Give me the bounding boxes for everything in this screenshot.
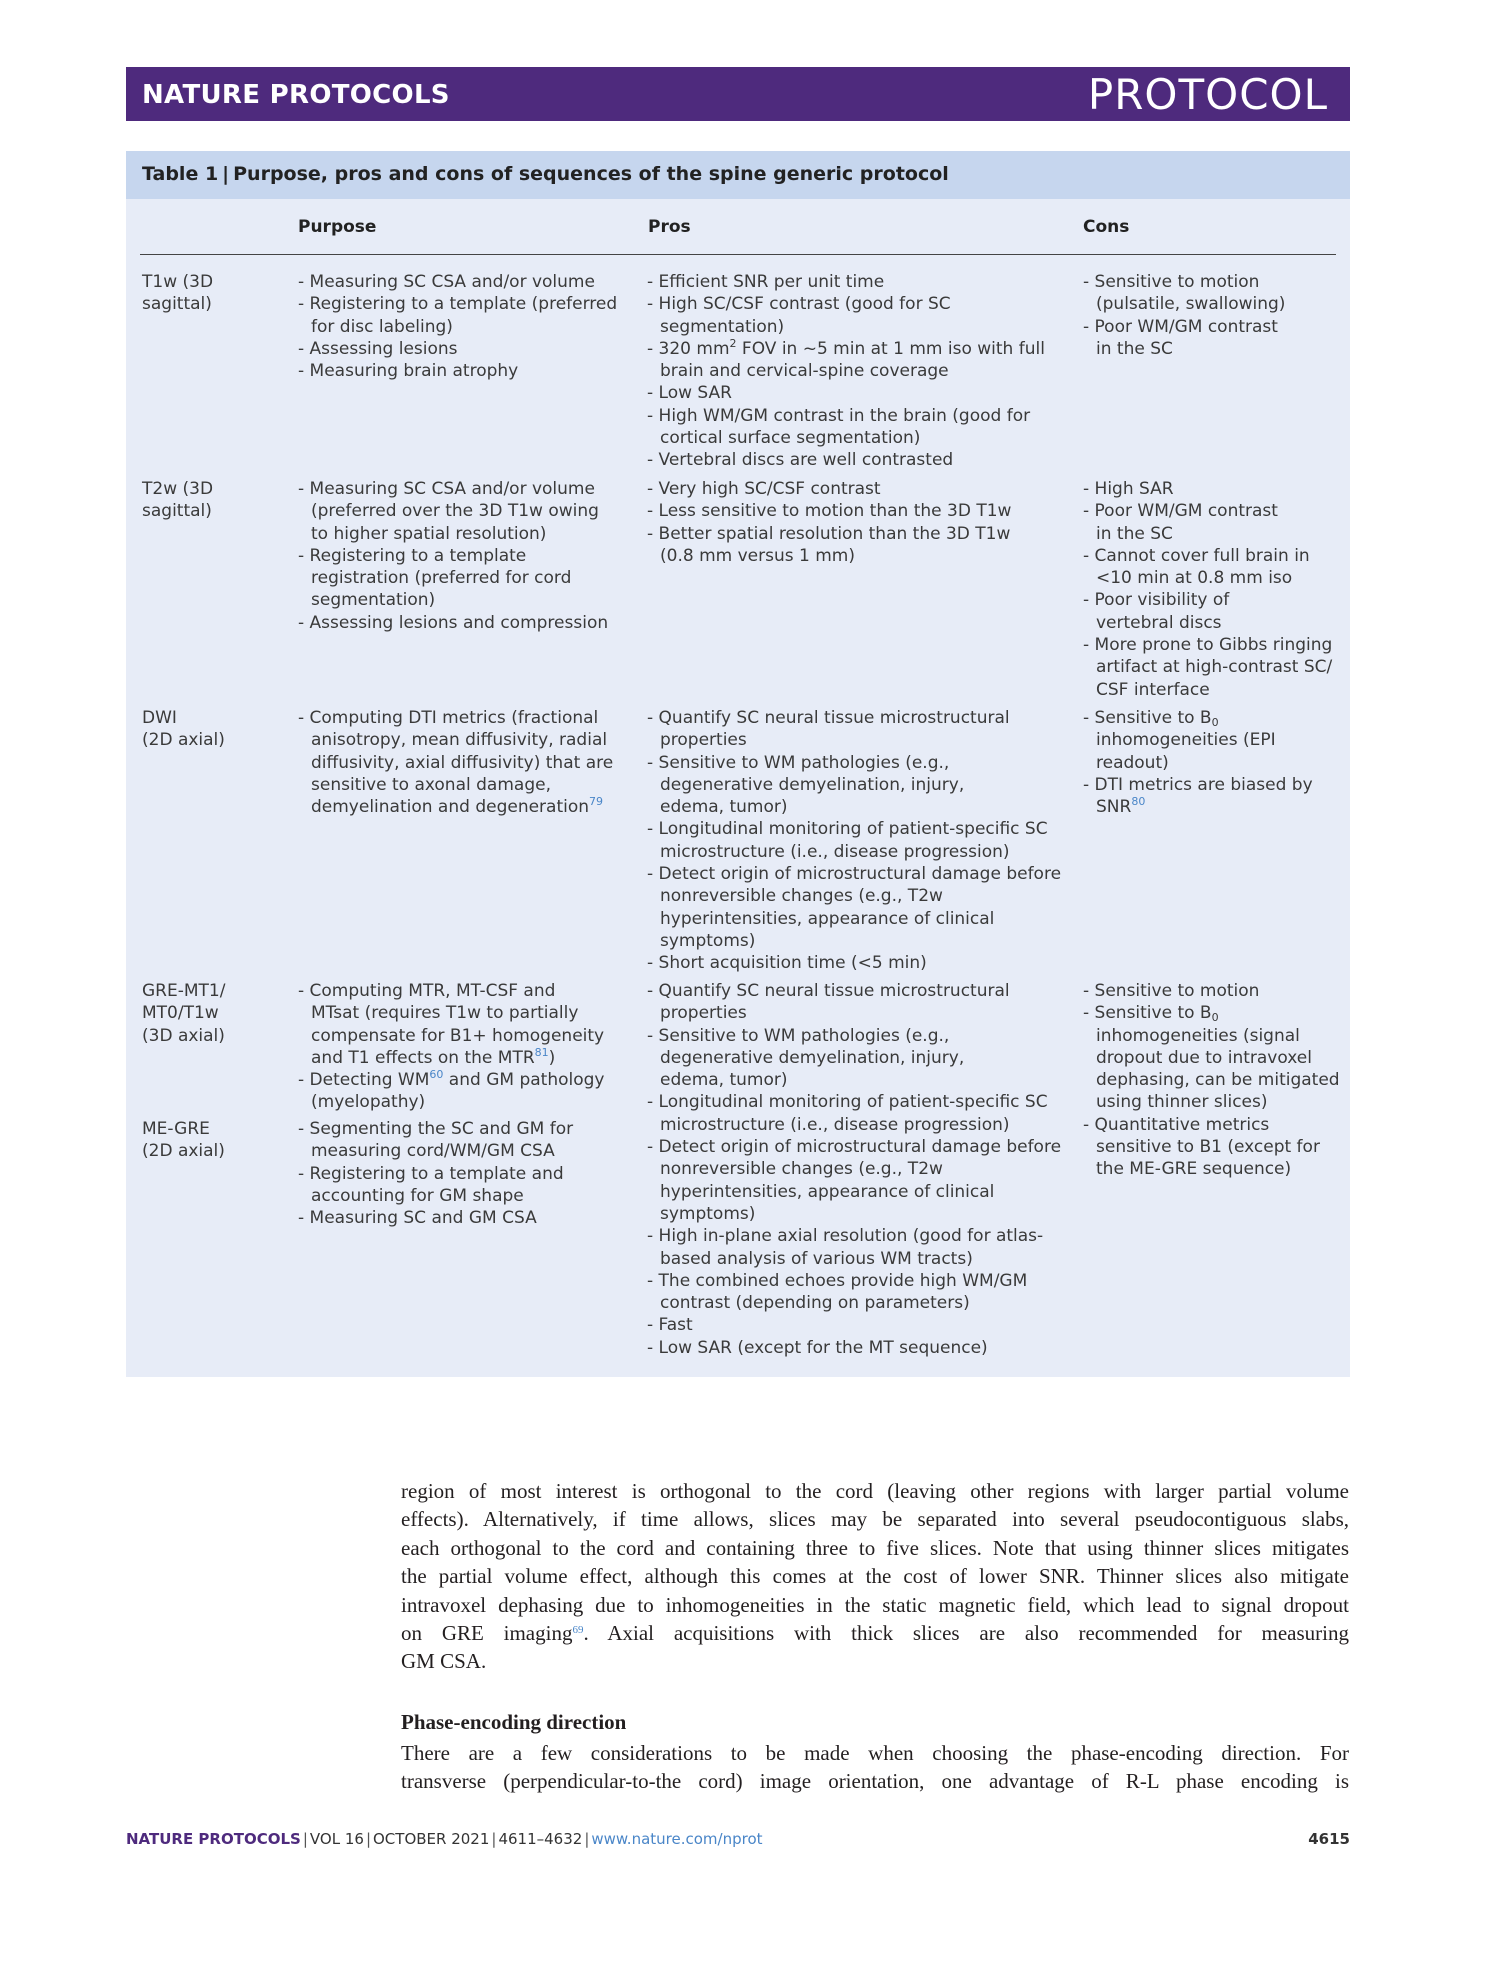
page-number: 4615 <box>1308 1830 1350 1848</box>
footer-date: OCTOBER 2021 <box>373 1830 490 1848</box>
table-label: Table 1 <box>142 163 219 185</box>
reference-79[interactable]: 79 <box>589 795 604 809</box>
table-title: Purpose, pros and cons of sequences of the spine generic protocol <box>233 163 949 185</box>
row-t1w-purpose: - Measuring SC CSA and/or volume - Registering to a template (preferred for disc labeling) - Assessing lesions - Measuring brain atrophy <box>298 272 618 382</box>
row-t1w-sequence: T1w (3D sagittal) <box>142 272 214 315</box>
row-me-gre-sequence: ME-GRE (2D axial) <box>142 1119 225 1162</box>
row-t1w-cons: - Sensitive to motion (pulsatile, swallowing) - Poor WM/GM contrast in the SC <box>1083 272 1286 359</box>
row-dwi-purpose: - Computing DTI metrics (fractional anisotropy, mean diffusivity, radial diffusivity, axial diffusivity) that are sensitive to axonal damage, demyelination and degeneration$^{79}$ <box>298 708 614 818</box>
row-gre-mt-cons: - Sensitive to motion - Sensitive to $B_0$ inhomogeneities (signal dropout due to intravoxel dephasing, can be mitigated using thinner slices) - Quantitative metrics sensitive to B1 (except for the ME-GRE sequence) <box>1083 981 1340 1180</box>
section-heading-phase-encoding: Phase-encoding direction <box>401 1710 627 1734</box>
table-1 <box>126 151 1350 1377</box>
row-gre-mt-sequence: GRE-MT1/ MT0/T1w (3D axial) <box>142 981 226 1046</box>
page-footer: NATURE PROTOCOLS | VOL 16 | OCTOBER 2021 | 4611–4632 | www.nature.com/nprot 4615 <box>126 1830 1350 1848</box>
journal-name: NATURE PROTOCOLS <box>142 80 450 110</box>
article-type: PROTOCOL <box>1087 70 1328 119</box>
row-t1w-pros: - Efficient SNR per unit time - High SC/CSF contrast (good for SC segmentation) - 320 $mm^2$ FOV in ~5 min at 1 mm iso with full brain and cervical-spine coverage - Low SAR - High WM/GM contrast in the brain (good for cortical surface segmentation) - Vertebral discs are well contrasted <box>647 272 1045 471</box>
header-rule <box>140 254 1336 255</box>
footer-pages: 4611–4632 <box>498 1830 583 1848</box>
reference-81[interactable]: 81 <box>534 1045 549 1059</box>
footer-volume: VOL 16 <box>309 1830 364 1848</box>
row-t2w-purpose: - Measuring SC CSA and/or volume (preferred over the 3D T1w owing to higher spatial resolution) - Registering to a template registration (preferred for cord segmentation) - Assessing lesions and compression <box>298 479 609 633</box>
reference-60[interactable]: 60 <box>429 1068 444 1082</box>
column-header-cons: Cons <box>1083 217 1130 237</box>
row-dwi-pros: - Quantify SC neural tissue microstructural properties - Sensitive to WM pathologies (e.g., degenerative demyelination, injury, edema, tumor) - Longitudinal monitoring of patient-specific SC microstructure (i.e., disease progression) - Detect origin of microstructural damage before nonreversible changes (e.g., T2w hyperintensities, appearance of clinical symptoms) - Short acquisition time (<5 min) <box>647 708 1062 974</box>
column-header-pros: Pros <box>648 217 691 237</box>
row-gre-mt-purpose: - Computing MTR, MT-CSF and MTsat (requires T1w to partially compensate for B1+ homogeneity and T1 effects on the MTR$^{81}$) - Detecting WM$^{60}$ and GM pathology (myelopathy) <box>298 981 605 1113</box>
row-t2w-cons: - High SAR - Poor WM/GM contrast in the SC - Cannot cover full brain in <10 min at 0.8 mm iso - Poor visibility of vertebral discs - More prone to Gibbs ringing artifact at high-contrast SC/ CSF interface <box>1083 479 1333 700</box>
row-t2w-pros: - Very high SC/CSF contrast - Less sensitive to motion than the 3D T1w - Better spatial resolution than the 3D T1w (0.8 mm versus 1 mm) <box>647 479 1012 566</box>
footer-journal: NATURE PROTOCOLS <box>126 1830 301 1848</box>
reference-80[interactable]: 80 <box>1131 795 1146 809</box>
row-gre-mt-pros: - Quantify SC neural tissue microstructural properties - Sensitive to WM pathologies (e.g., degenerative demyelination, injury, edema, tumor) - Longitudinal monitoring of patient-specific SC microstructure (i.e., disease progression) - Detect origin of microstructural damage before nonreversible changes (e.g., T2w hyperintensities, appearance of clinical symptoms) - High in-plane axial resolution (good for atlas- based analysis of various WM tracts) - The combined echoes provide high WM/GM contrast (depending on parameters) - Fast - Low SAR (except for the MT sequence) <box>647 981 1062 1358</box>
reference-69[interactable]: 69 <box>572 1624 584 1637</box>
row-me-gre-purpose: - Segmenting the SC and GM for measuring cord/WM/GM CSA - Registering to a template and accounting for GM shape - Measuring SC and GM CSA <box>298 1119 574 1229</box>
row-dwi-cons: - Sensitive to $B_0$ inhomogeneities (EPI readout) - DTI metrics are biased by SNR$^{80}$ <box>1083 708 1313 818</box>
row-dwi-sequence: DWI (2D axial) <box>142 708 225 751</box>
paragraph-partial-volume: region of most interest is orthogonal to the cord (leaving other regions with larger partial volume effects). Alternatively, if time allows, slices may be separated into several pseudocontiguous slabs, each orthogonal to the cord and containing three to five slices. Note that using thinner slices mitigates the partial volume effect, although this comes at the cost of lower SNR. Thinner slices also mitigate intravoxel dephasing due to inhomogeneities in the static magnetic field, which lead to signal dropout on GRE imaging$^{69}$. Axial acquisitions with thick slices are also recommended for measuring GM CSA. <box>401 1479 1349 1674</box>
journal-header-bar <box>126 67 1350 121</box>
footer-url-link[interactable]: www.nature.com/nprot <box>591 1830 763 1848</box>
column-header-purpose: Purpose <box>298 217 377 237</box>
paragraph-phase-encoding: There are a few considerations to be made when choosing the phase-encoding direction. For transverse (perpendicular-to-the cord) image orientation, one advantage of R-L phase encoding is <box>401 1741 1349 1794</box>
row-t2w-sequence: T2w (3D sagittal) <box>142 479 214 522</box>
table-caption: Table 1 | Purpose, pros and cons of sequences of the spine generic protocol <box>126 151 1350 199</box>
